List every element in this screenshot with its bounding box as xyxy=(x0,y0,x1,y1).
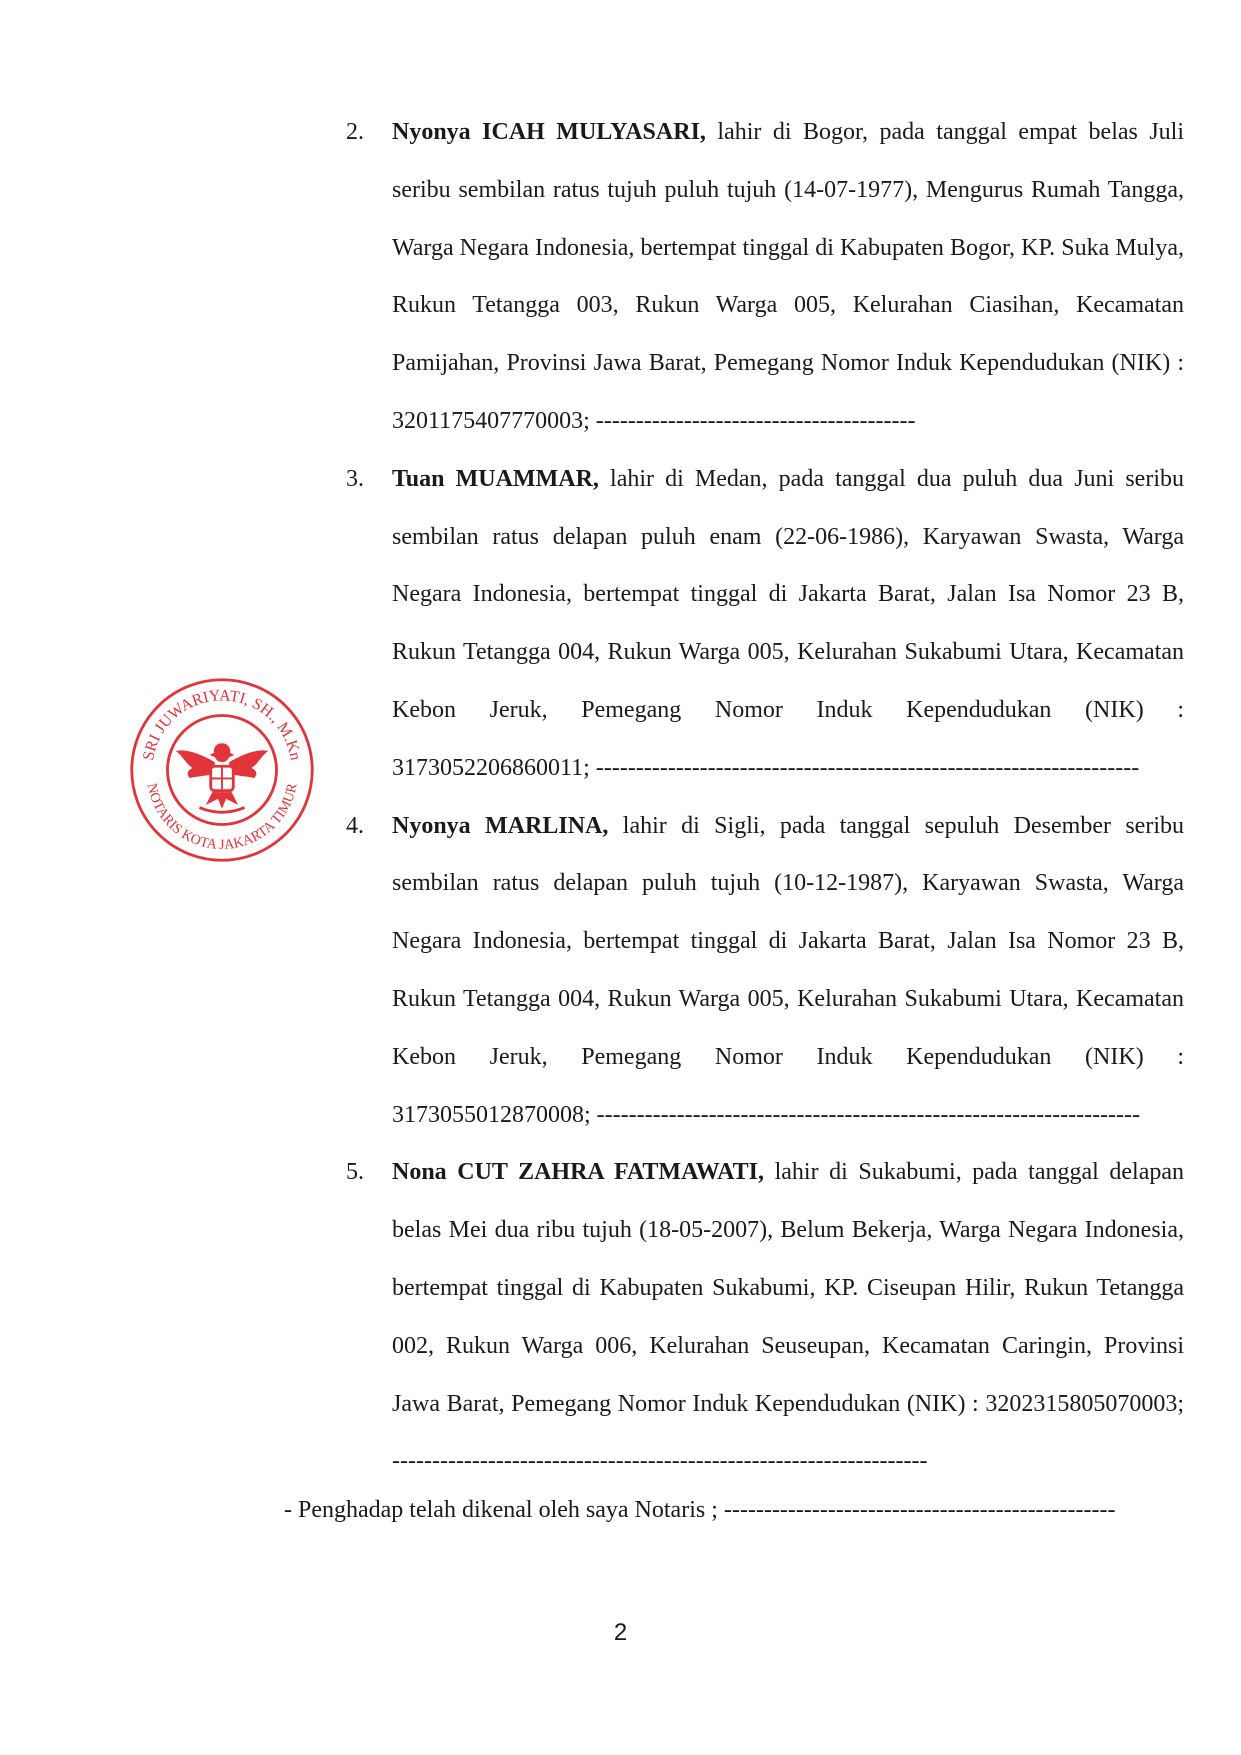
notary-seal xyxy=(128,676,316,864)
item-text: lahir di Sukabumi, pada tanggal delapan belas Mei dua ribu tujuh (18-05-2007), Belum Bekerja, Warga Negara Indonesia, bertempat tinggal di Kabupaten Sukabumi, KP. Ciseupan Hilir, Rukun Tetangga 002, Rukun Warga 006, Kelurahan Seuseupan, Kecamatan Caringin, Provinsi Jawa Barat, Pemegang Nomor Induk Kependudukan (NIK) : 3202315805070003; xyxy=(392,1159,1185,1417)
list-item xyxy=(346,104,1184,451)
person-name: Nyonya ICAH MULYASARI, xyxy=(392,119,706,145)
item-number: 5. xyxy=(346,1159,364,1186)
dash-fill: ---------------------------------------- xyxy=(595,407,916,434)
person-name: Nyonya MARLINA, xyxy=(392,812,609,839)
dash-fill: ------------------------------------------------------------------- xyxy=(392,1448,928,1475)
item-number: 4. xyxy=(346,812,364,839)
dash-fill: -------------------------------------------------------------------- xyxy=(595,754,1140,781)
list-item xyxy=(346,1144,1184,1491)
person-name: Nona CUT ZAHRA FATMAWATI, xyxy=(392,1159,764,1186)
closing-statement: - Penghadap telah dikenal oleh saya Notaris ; ------------------------------------------------- xyxy=(284,1497,1116,1523)
person-name: Tuan MUAMMAR, xyxy=(392,465,599,492)
seal-bottom-text: NOTARIS KOTA JAKARTA TIMUR xyxy=(143,781,301,854)
seal-top-text: SRI JUWARIYATI, SH., M.Kn xyxy=(140,687,304,762)
page-number: 2 xyxy=(613,1619,628,1646)
item-text: lahir di Sigli, pada tanggal sepuluh Desember seribu sembilan ratus delapan puluh tujuh (10-12-1987), Karyawan Swasta, Warga Negara Indonesia, bertempat tinggal di Jakarta Barat, Jalan Isa Nomor 23 B, Rukun Tetangga 004, Rukun Warga 005, Kelurahan Sukabumi Utara, Kecamatan Kebon Jeruk, Pemegang Nomor Induk Kependudukan (NIK) : 3173055012870008; xyxy=(392,812,1184,1128)
dash-fill: -------------------------------------------------------------------- xyxy=(596,1101,1141,1128)
item-number: 3. xyxy=(346,465,364,492)
list-item xyxy=(346,451,1184,798)
appearer-list xyxy=(346,104,1184,1491)
item-number: 2. xyxy=(346,119,364,145)
list-item xyxy=(346,798,1184,1145)
item-text: lahir di Bogor, pada tanggal empat belas Juli seribu sembilan ratus tujuh puluh tujuh (14-07-1977), Mengurus Rumah Tangga, Warga Negara Indonesia, bertempat tinggal di Kabupaten Bogor, KP. Suka Mulya, Rukun Tetangga 003, Rukun Warga 005, Kelurahan Ciasihan, Kecamatan Pamijahan, Provinsi Jawa Barat, Pemegang Nomor Induk Kependudukan (NIK) : 3201175407770003; xyxy=(392,119,1185,434)
item-text: lahir di Medan, pada tanggal dua puluh dua Juni seribu sembilan ratus delapan puluh enam (22-06-1986), Karyawan Swasta, Warga Negara Indonesia, bertempat tinggal di Jakarta Barat, Jalan Isa Nomor 23 B, Rukun Tetangga 004, Rukun Warga 005, Kelurahan Sukabumi Utara, Kecamatan Kebon Jeruk, Pemegang Nomor Induk Kependudukan (NIK) : 3173052206860011; xyxy=(392,465,1184,781)
garuda-emblem-icon xyxy=(177,744,267,813)
